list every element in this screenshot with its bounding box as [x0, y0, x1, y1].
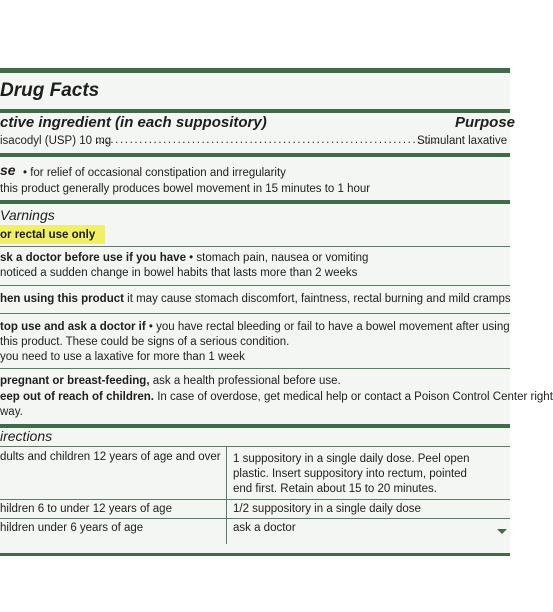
keep-out-line-2: way.: [0, 406, 23, 418]
divider: [0, 313, 510, 314]
purpose-heading: Purpose: [455, 114, 516, 131]
stop-use-line-1: top use and ask a doctor if • you have rectal bleeding or fail to have a bowel movement after using: [0, 321, 510, 333]
purpose-text: Stimulant laxative: [417, 135, 508, 147]
directions-row-1-who: dults and children 12 years of age and over: [0, 451, 221, 463]
directions-row-3-dose: ask a doctor: [233, 522, 296, 534]
stop-use-line-3: you need to use a laxative for more than 1 week: [0, 351, 245, 363]
dot-leader: ........................................................................: [96, 134, 442, 146]
divider: [0, 499, 510, 500]
uses-line-1: • for relief of occasional constipation and irregularity: [23, 167, 286, 179]
ask-doctor-line-1: sk a doctor before use if you have • stomach pain, nausea or vomiting: [0, 252, 369, 264]
ingredient-text: isacodyl (USP) 10 mg: [0, 135, 112, 147]
when-using-line: hen using this product it may cause stomach discomfort, faintness, rectal burning and mild cramps: [0, 293, 511, 305]
uses-line-2: this product generally produces bowel movement in 15 minutes to 1 hour: [0, 183, 371, 195]
divider: [0, 109, 510, 113]
rectal-use-text: or rectal use only: [0, 229, 96, 241]
ask-doctor-line-2: noticed a sudden change in bowel habits that lasts more than 2 weeks: [0, 267, 358, 279]
divider: [0, 424, 510, 428]
table-column-divider: [226, 447, 227, 544]
directions-row-3-who: hildren under 6 years of age: [0, 522, 144, 534]
continued-arrow-icon: [497, 529, 507, 534]
stop-use-line-2: this product. These could be signs of a serious condition.: [0, 336, 290, 348]
divider: [0, 200, 510, 204]
keep-out-line-1: eep out of reach of children. In case of overdose, get medical help or contact a Poison Control Center right: [0, 391, 553, 403]
directions-heading: irections: [0, 428, 53, 444]
directions-row-2-dose: 1/2 suppository in a single daily dose: [233, 503, 421, 515]
pregnant-line: pregnant or breast-feeding, ask a health professional before use.: [0, 375, 341, 387]
warnings-heading: Varnings: [0, 207, 55, 223]
divider: [0, 518, 510, 519]
divider: [0, 153, 510, 157]
drug-facts-title: Drug Facts: [0, 80, 100, 101]
divider: [0, 246, 510, 247]
directions-row-1-dose-2: plastic. Insert suppository into rectum, pointed: [233, 468, 467, 480]
divider: [0, 446, 510, 447]
divider: [0, 285, 510, 286]
directions-row-2-who: hildren 6 to under 12 years of age: [0, 503, 172, 515]
divider: [0, 368, 510, 369]
active-ingredient-heading: ctive ingredient (in each suppository): [0, 114, 267, 131]
directions-row-1-dose-3: end first. Retain about 15 to 20 minutes.: [233, 483, 437, 495]
directions-row-1-dose-1: 1 suppository in a single daily dose. Peel open: [233, 453, 470, 465]
uses-heading: se: [0, 162, 16, 178]
